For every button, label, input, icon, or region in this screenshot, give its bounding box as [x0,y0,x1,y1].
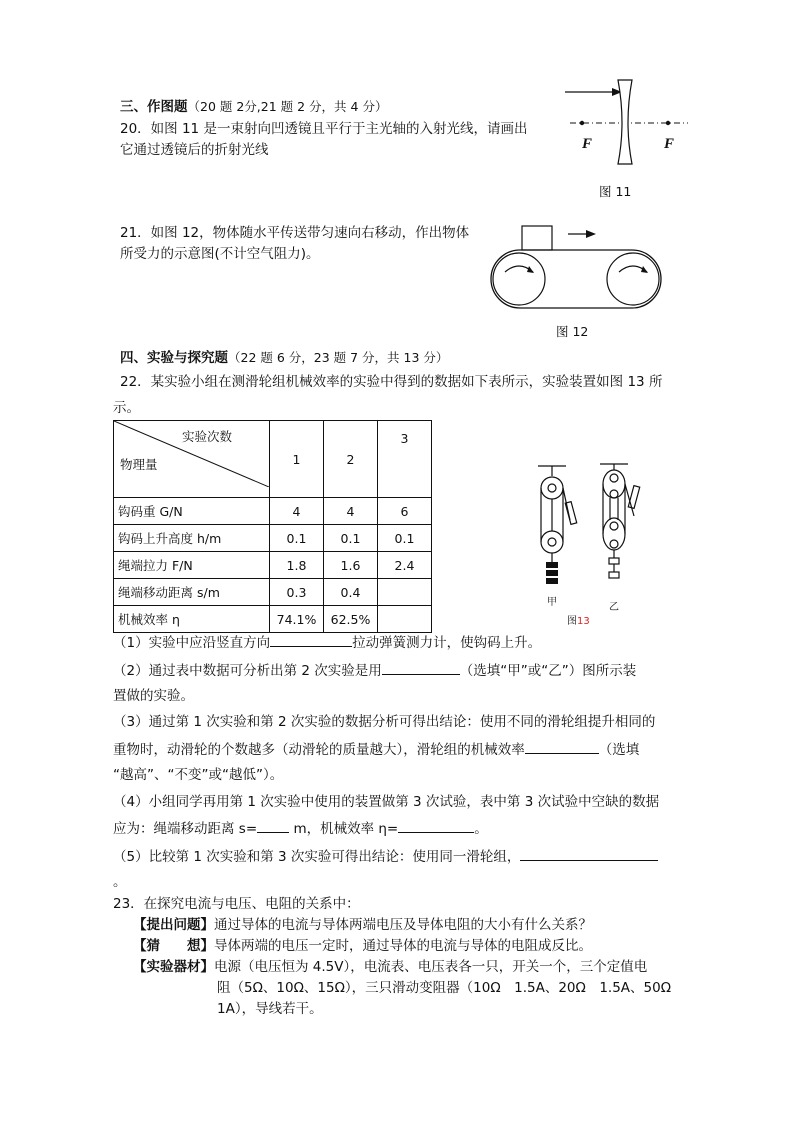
q22-part3-text-c: （选填 [598,742,640,758]
fig11-f-left: F [582,136,593,152]
header-bottom-label: 物理量 [120,457,158,472]
section4-score: （22 题 6 分，23 题 7 分，共 13 分） [228,350,449,365]
table-cell: 62.5% [324,606,378,633]
q22-part5-text-a: （5）比较第 1 次实验和第 3 次实验可得出结论：使用同一滑轮组， [113,849,521,865]
q22-part5 [113,846,658,867]
q22-part3-text-b: 重物时，动滑轮的个数越多（动滑轮的质量越大），滑轮组的机械效率 [113,742,525,758]
q22-part2-cont: 置做的实验。 [113,688,194,704]
answer-blank-4b[interactable] [398,818,474,833]
answer-blank-4a[interactable] [257,818,289,833]
q23-item-question [133,915,592,935]
pulley-system-a [538,466,577,562]
figure-11-concave-lens [560,78,690,168]
q20-text-line1: 20．如图 11 是一束射向凹透镜且平行于主光轴的入射光线，请画出 [120,121,528,137]
figure-12-caption: 图 12 [556,324,589,339]
fig13-label-b: 乙 [609,602,619,613]
q22-part1 [113,632,541,653]
table-cell: 1.8 [270,552,324,579]
table-row [114,525,432,552]
table-cell: 0.3 [270,579,324,606]
section4-title: 四、实验与探究题 [120,350,228,366]
q22-part1-text-b: 拉动弹簧测力计，使钩码上升。 [352,635,542,651]
q23-equipment-line3: 1A），导线若干。 [217,1001,323,1017]
table-cell: 0.1 [378,525,432,552]
fig13-caption-prefix: 图 [567,616,577,627]
table-cell: 0.1 [324,525,378,552]
q22-part3-line1: （3）通过第 1 次实验和第 2 次实验的数据分析可得出结论：使用不同的滑轮组提升相同的 [113,714,656,730]
q22-part4-line1: （4）小组同学再用第 1 次实验中使用的装置做第 3 次试验，表中第 3 次试验中空缺的数据 [113,794,660,810]
table-row [114,552,432,579]
figure-13-caption [567,612,590,627]
q22-part4-text-b: 应为：绳端移动距离 s= [113,821,258,837]
table-cell-empty [378,606,432,633]
q22-part3-line2 [113,739,639,760]
q22-part4-text-c: m，机械效率 η= [293,821,399,837]
fig11-f-right: F [664,136,675,152]
table-cell-empty [378,579,432,606]
section3-title: 三、作图题 [120,99,188,115]
q21-text-line2: 所受力的示意图(不计空气阻力)。 [120,246,320,262]
col-header-1: 1 [270,421,324,498]
figure-11-caption: 图 11 [599,184,632,199]
table-cell: 0.4 [324,579,378,606]
answer-blank-5[interactable] [520,846,658,861]
section4-heading [120,348,448,368]
q22-part1-text-a: （1）实验中应沿竖直方向 [113,635,271,651]
q23-equipment-line2: 阻（5Ω、10Ω、15Ω），三只滑动变阻器（10Ω 1.5A、20Ω 1.5A、50Ω [217,980,672,996]
q22-part2-text-b: （选填“甲”或“乙”）图所示装 [459,663,637,679]
q22-part4-text-d: 。 [474,821,488,837]
row-label: 绳端拉力 F/N [114,552,270,579]
answer-blank-3[interactable] [525,739,599,754]
fig13-label-a: 甲 [547,597,557,608]
q23-text-hypothesis: 导体两端的电压一定时，通过导体的电流与导体的电阻成反比。 [214,938,592,954]
row-label: 钩码上升高度 h/m [114,525,270,552]
q23-text-question: 通过导体的电流与导体两端电压及导体电阻的大小有什么关系？ [214,917,592,933]
q23-tag-equipment: 【实验器材】 [133,959,214,975]
figure-12-conveyor-belt [488,222,668,314]
pulley-data-table [113,420,432,633]
table-cell: 4 [270,498,324,525]
row-label: 钩码重 G/N [114,498,270,525]
row-label: 机械效率 η [114,606,270,633]
q23-text-equipment-a: 电源（电压恒为 4.5V），电流表、电压表各一只，开关一个，三个定值电 [214,959,648,975]
table-cell: 1.6 [324,552,378,579]
section3-score: （20 题 2分,21 题 2 分，共 4 分） [187,99,388,114]
q22-part2 [113,660,636,681]
q22-text-line1: 22．某实验小组在测滑轮组机械效率的实验中得到的数据如下表所示，实验装置如图 13 所 [120,374,663,390]
table-cell: 74.1% [270,606,324,633]
answer-blank-1[interactable] [270,632,352,647]
row-label: 绳端移动距离 s/m [114,579,270,606]
q23-tag-question: 【提出问题】 [133,917,214,933]
q23-item-hypothesis [133,936,592,956]
col-header-3: 3 [378,421,432,498]
table-row [114,579,432,606]
table-row [114,498,432,525]
q21-text-line1: 21．如图 12，物体随水平传送带匀速向右移动，作出物体 [120,225,470,241]
table-cell: 2.4 [378,552,432,579]
section3-heading [120,97,387,117]
table-cell: 6 [378,498,432,525]
table-diagonal-header [114,421,270,498]
header-top-label: 实验次数 [182,429,233,444]
q20-text-line2: 它通过透镜后的折射光线 [120,142,269,158]
table-row [114,606,432,633]
q22-part5-end: 。 [113,874,127,890]
answer-blank-2[interactable] [382,660,460,675]
table-header-row [114,421,432,498]
q22-part4-line2 [113,818,488,839]
q22-part2-text-a: （2）通过表中数据可分析出第 2 次实验是用 [113,663,382,679]
q23-tag-hypothesis: 【猜 想】 [133,938,214,954]
table-cell: 4 [324,498,378,525]
table-cell: 0.1 [270,525,324,552]
q22-text-line2: 示。 [113,400,140,416]
q23-item-equipment [133,957,647,977]
q23-intro: 23．在探究电流与电压、电阻的关系中： [113,896,360,912]
pulley-system-b [600,464,640,578]
col-header-2: 2 [324,421,378,498]
q22-part3-line3: “越高”、“不变”或“越低”）。 [113,767,284,783]
figure-13-pulley-systems [530,462,650,622]
fig13-caption-num: 13 [577,616,590,627]
